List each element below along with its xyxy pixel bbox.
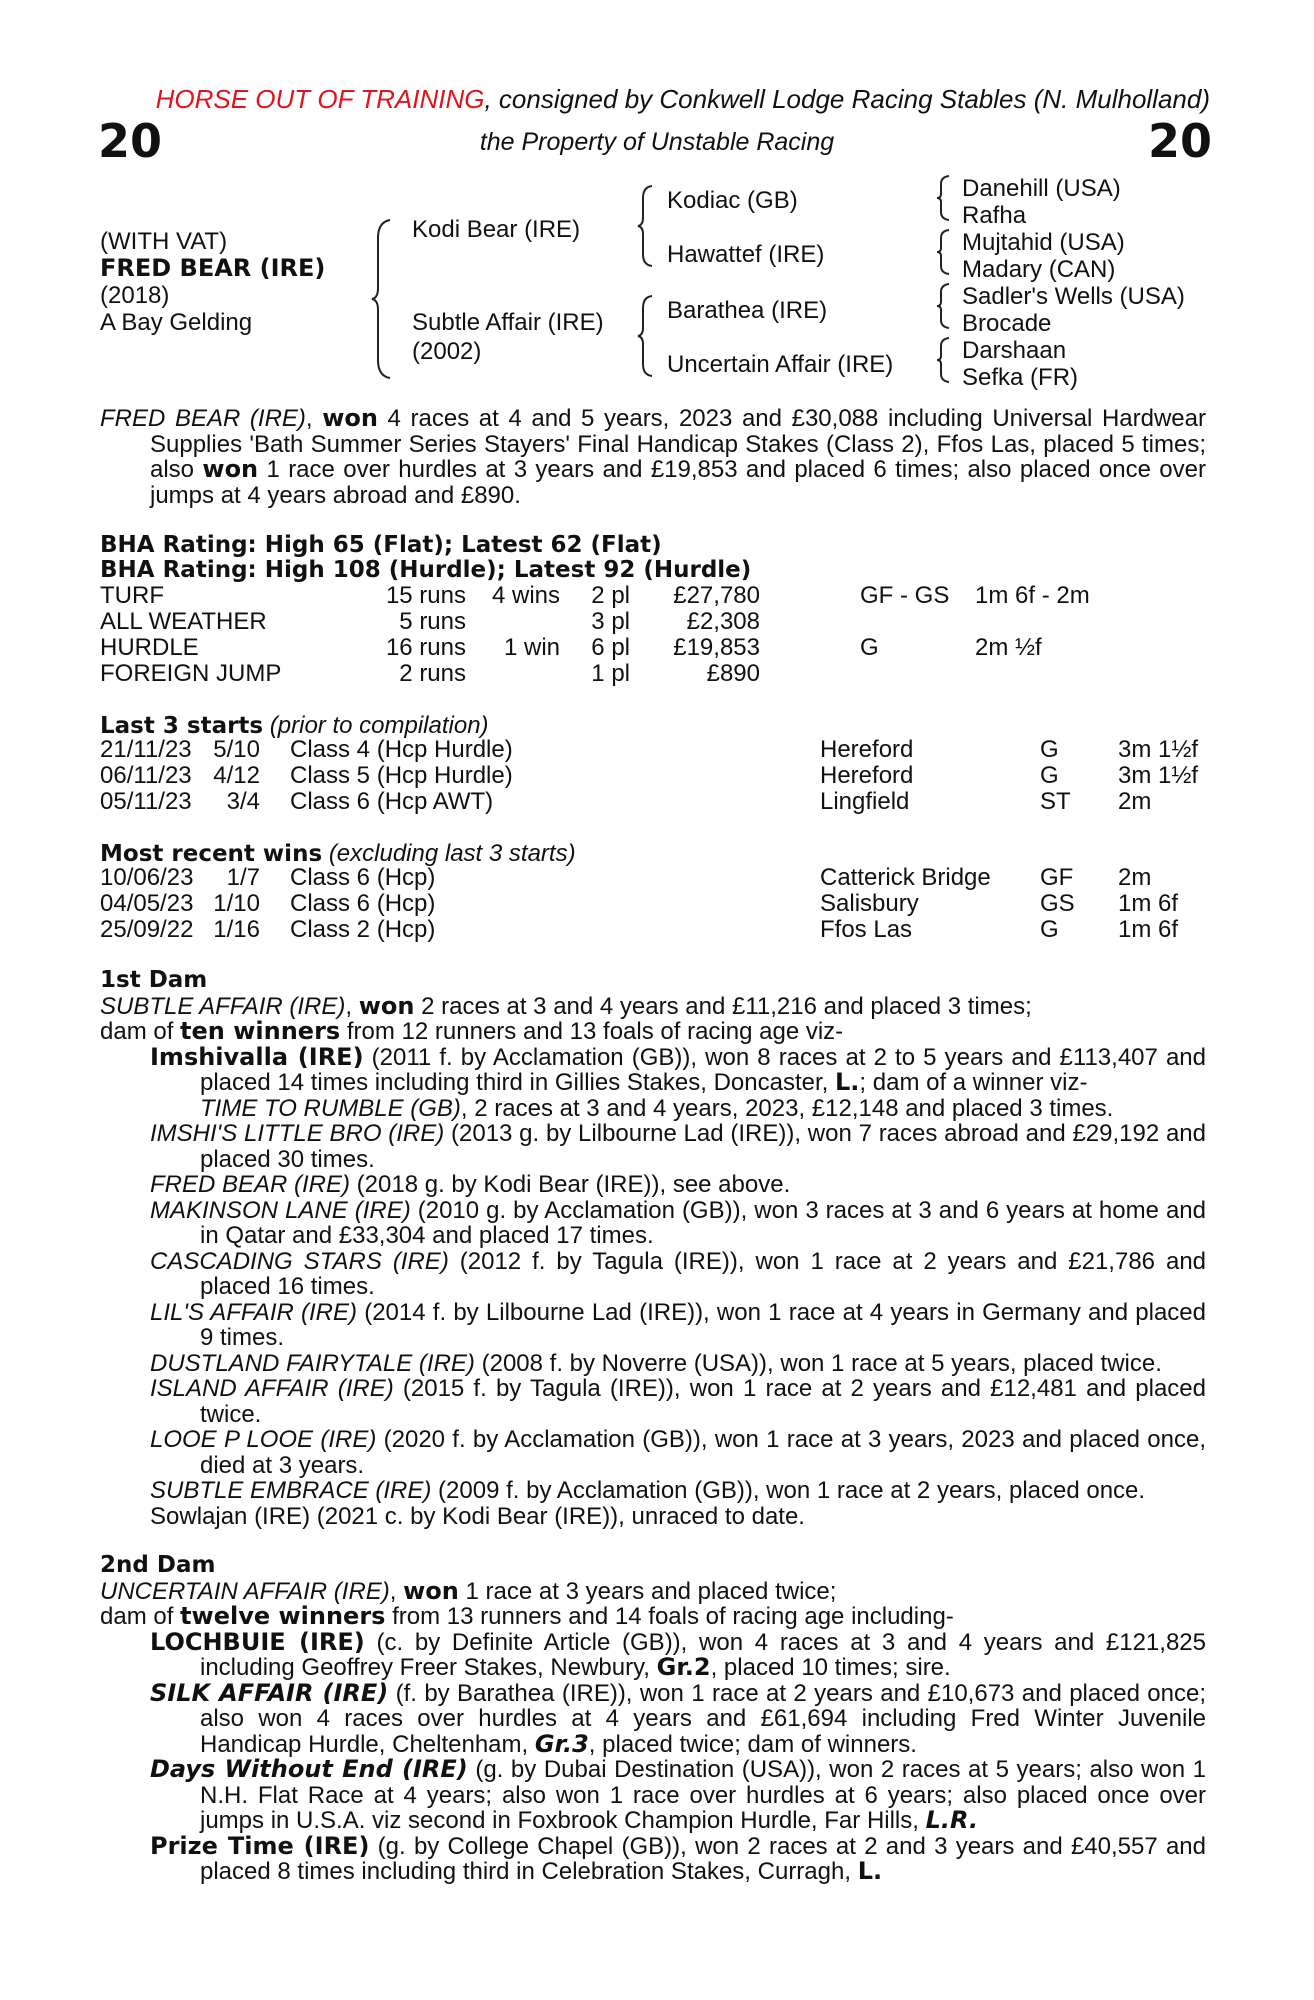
summary-won2: won	[202, 455, 259, 483]
record-prize: £19,853	[673, 634, 760, 661]
first-dam-produce-intro	[100, 1019, 1206, 1045]
second-dam-produce-intro	[100, 1604, 1206, 1630]
record-runs: 15 runs	[385, 582, 466, 609]
form-row	[100, 763, 1210, 789]
pedigree-g7: Darshaan	[962, 337, 1067, 364]
record-wins: 4 wins	[491, 582, 560, 609]
form-cls: Class 2 (Hcp)	[290, 916, 436, 943]
form-row	[100, 737, 1210, 763]
second-dam-text: 1 race at 3 years and placed twice;	[458, 1577, 837, 1605]
record-type: HURDLE	[100, 634, 199, 661]
bha-rating-flat: BHA Rating: High 65 (Flat); Latest 62 (Flat)	[100, 532, 662, 558]
pedigree-dam-sire: Barathea (IRE)	[667, 297, 828, 324]
bha-rating-hurdle: BHA Rating: High 108 (Hurdle); Latest 92 (Hurdle)	[100, 557, 752, 583]
summary-text2: 1 race over hurdles at 3 years and £19,853 and placed 6 times; also placed once over jumps at 4 years abroad and £890.	[150, 456, 1206, 509]
produce-text: , 2 races at 3 and 4 years, 2023, £12,148 and placed 3 times.	[460, 1094, 1114, 1122]
produce-name: LIL'S AFFAIR (IRE)	[150, 1298, 358, 1326]
form-date: 06/11/23	[100, 762, 192, 789]
summary-horse-name: FRED BEAR (IRE)	[100, 405, 306, 432]
produce-text: (2018 g. by Kodi Bear (IRE)), see above.	[350, 1171, 791, 1198]
form-dist: 2m	[1118, 864, 1152, 891]
form-cls: Class 6 (Hcp)	[290, 890, 436, 917]
produce-name: SUBTLE EMBRACE (IRE)	[150, 1477, 432, 1504]
record-type: ALL WEATHER	[100, 608, 267, 635]
second-dam-name: UNCERTAIN AFFAIR (IRE)	[100, 1577, 390, 1605]
last-starts-note: (prior to compilation)	[269, 712, 489, 739]
horse-out-of-training-label: HORSE OUT OF TRAINING	[155, 84, 485, 114]
produce-name: Imshivalla (IRE)	[150, 1042, 364, 1071]
form-dist: 1m 6f	[1118, 916, 1179, 943]
form-dist: 1m 6f	[1118, 890, 1179, 917]
produce-entry	[100, 1198, 1206, 1249]
form-course: Hereford	[820, 762, 914, 789]
record-dist: 1m 6f - 2m	[975, 582, 1090, 609]
form-cls: Class 4 (Hcp Hurdle)	[290, 736, 513, 763]
second-dam-runners: from 13 runners and 14 foals of racing age including-	[385, 1603, 954, 1630]
form-going: GS	[1040, 890, 1075, 917]
form-course: Ffos Las	[820, 916, 913, 943]
form-row	[100, 789, 1210, 815]
form-dist: 2m	[1118, 788, 1152, 815]
first-dam-section	[100, 968, 1206, 1529]
horse-identity	[100, 228, 325, 336]
first-dam-winner-count: ten winners	[180, 1017, 341, 1045]
record-row	[100, 609, 1200, 635]
produce-entry	[100, 1249, 1206, 1300]
form-course: Lingfield	[820, 788, 910, 815]
produce-text: (g. by College Chapel (GB)), won 2 races at 2 and 3 years and £40,557 and placed 8 times including third in Celebration Stakes, Curragh,	[200, 1832, 1207, 1885]
produce-text: (g. by Dubai Destination (USA)), won 2 races at 5 years; also won 1 N.H. Flat Race at 4 years; also won 1 race over hurdles at 6 years; also placed once over jumps in U.S.A. viz second in Foxbrook Champion Hurdle, Far Hills,	[200, 1756, 1206, 1834]
form-going: GF	[1040, 864, 1074, 891]
record-pl: 3 pl	[591, 608, 630, 635]
first-dam-won: won	[358, 991, 415, 1020]
header-consignment	[0, 84, 1210, 115]
recent-wins-title: Most recent wins	[100, 841, 323, 867]
form-going: ST	[1040, 788, 1071, 815]
record-prize: £2,308	[686, 608, 760, 635]
summary-text1: 4 races at 4 and 5 years, 2023 and £30,088 including Universal Hardwear Supplies 'Bath Summer Series Stayers' Final Handicap Stakes (Class 2), Ffos Las, placed 5 times; also	[150, 405, 1206, 483]
form-going: G	[1040, 736, 1059, 763]
pedigree-brace-g2	[935, 228, 953, 276]
produce-name: DUSTLAND FAIRYTALE (IRE)	[150, 1349, 475, 1377]
record-going: GF - GS	[860, 582, 950, 609]
produce-text: (f. by Barathea (IRE)), won 1 race at 2 years and £10,673 and placed once; also won 4 races over hurdles at 4 years and £61,694 including Fred Winter Juvenile Handicap Hurdle, Cheltenham,	[200, 1679, 1207, 1758]
second-dam-winner-count: twelve winners	[180, 1602, 386, 1630]
group-tag: Gr.2	[656, 1653, 711, 1681]
form-cls: Class 6 (Hcp)	[290, 864, 436, 891]
form-going: G	[1040, 916, 1059, 943]
vat-note: (WITH VAT)	[100, 228, 228, 255]
pedigree-dam: Subtle Affair (IRE)	[412, 309, 604, 336]
pedigree-g1: Danehill (USA)	[962, 175, 1121, 202]
record-type: FOREIGN JUMP	[100, 660, 282, 687]
first-dam-summary: SUBTLE AFFAIR (IRE), won 2 races at 3 and 4 years and £11,216 and placed 3 times;	[100, 991, 1032, 1020]
pedigree-brace-dam	[636, 294, 656, 378]
lot-number-right: 20	[1148, 114, 1213, 168]
record-going: G	[860, 634, 879, 661]
record-row	[100, 661, 1200, 687]
first-dam-title: 1st Dam	[100, 967, 208, 993]
pedigree-sire-dam: Hawattef (IRE)	[667, 241, 825, 268]
second-dam-title: 2nd Dam	[100, 1552, 216, 1578]
produce-text: (2012 f. by Tagula (IRE)), won 1 race at 2 years and £21,786 and placed 16 times.	[200, 1247, 1207, 1300]
group-tag: Gr.3	[534, 1729, 589, 1758]
produce-entry	[100, 1478, 1206, 1504]
form-going: G	[1040, 762, 1059, 789]
produce-name: Days Without End (IRE)	[150, 1755, 468, 1783]
summary-won: won	[322, 404, 378, 432]
produce-text: (2014 f. by Lilbourne Lad (IRE)), won 1 race at 4 years in Germany and placed 9 times.	[200, 1298, 1206, 1351]
form-date: 10/06/23	[100, 864, 194, 891]
produce-tail: ; dam of a winner viz-	[859, 1069, 1088, 1096]
listed-tag: L.	[834, 1068, 860, 1096]
produce-entry	[100, 1627, 1206, 1681]
record-dist: 2m ½f	[975, 634, 1042, 661]
pedigree-brace-main	[370, 218, 394, 380]
produce-name: MAKINSON LANE (IRE)	[150, 1196, 411, 1224]
produce-name: IMSHI'S LITTLE BRO (IRE)	[150, 1120, 445, 1147]
recent-wins-note: (excluding last 3 starts)	[328, 840, 576, 867]
listed-tag: L.	[857, 1857, 883, 1885]
produce-text: (2013 g. by Lilbourne Lad (IRE)), won 7 races abroad and £29,192 and placed 30 times.	[200, 1120, 1207, 1173]
produce-text: (2008 f. by Noverre (USA)), won 1 race at 5 years, placed twice.	[474, 1349, 1162, 1377]
pedigree-g2: Rafha	[962, 202, 1027, 229]
record-prize: £890	[706, 660, 760, 687]
produce-name: LOOE P LOOE (IRE)	[150, 1426, 377, 1453]
pedigree-g3: Mujtahid (USA)	[962, 229, 1125, 256]
form-pos: 3/4	[226, 788, 260, 815]
first-dam-runners: from 12 runners and 13 foals of racing age viz-	[340, 1018, 844, 1045]
form-date: 04/05/23	[100, 890, 194, 917]
form-dist: 3m 1½f	[1118, 736, 1199, 763]
first-dam-text: 2 races at 3 and 4 years and £11,216 and placed 3 times;	[414, 992, 1032, 1020]
record-wins: 1 win	[503, 634, 560, 661]
produce-name: FRED BEAR (IRE)	[150, 1171, 351, 1198]
record-pl: 2 pl	[591, 582, 630, 609]
produce-entry	[100, 1757, 1206, 1834]
produce-tail: , placed twice; dam of winners.	[588, 1730, 917, 1758]
produce-entry	[100, 1831, 1207, 1885]
produce-entry	[100, 1427, 1206, 1478]
form-date: 05/11/23	[100, 788, 192, 815]
record-row	[100, 583, 1200, 609]
produce-entry	[100, 1678, 1207, 1758]
form-course: Salisbury	[820, 890, 919, 917]
produce-entry	[100, 1300, 1206, 1351]
form-row	[100, 865, 1210, 891]
record-type: TURF	[100, 582, 164, 609]
produce-name: ISLAND AFFAIR (IRE)	[150, 1375, 394, 1402]
second-dam-dam-of: dam of	[100, 1603, 181, 1630]
second-dam-won: won	[403, 1576, 459, 1605]
produce-sub-entry	[100, 1096, 1206, 1122]
first-dam-dam-of: dam of	[100, 1018, 181, 1045]
consignor-text: , consigned by Conkwell Lodge Racing Stables (N. Mulholland)	[484, 84, 1210, 114]
produce-text: (2020 f. by Acclamation (GB)), won 1 race at 3 years, 2023 and placed once, died at 3 years.	[200, 1426, 1207, 1479]
form-pos: 5/10	[213, 736, 260, 763]
pedigree-g5: Sadler's Wells (USA)	[962, 283, 1185, 310]
race-summary: FRED BEAR (IRE), won 4 races at 4 and 5 years, 2023 and £30,088 including Universal Hardwear Supplies 'Bath Summer Series Stayers' Final Handicap Stakes (Class 2), Ffos Las, placed 5 times; also won 1 race over hurdles at 3 years and £19,853 and placed 6 times; also placed once over jumps at 4 years abroad and £890.	[100, 404, 1206, 509]
form-pos: 4/12	[213, 762, 260, 789]
first-dam-name: SUBTLE AFFAIR (IRE)	[100, 992, 346, 1020]
group-tag: L.R.	[925, 1806, 979, 1834]
produce-text: (2009 f. by Acclamation (GB)), won 1 race at 2 years, placed once.	[431, 1477, 1146, 1504]
produce-text: (c. by Definite Article (GB)), won 4 races at 3 and 4 years and £121,825 including Geoffrey Freer Stakes, Newbury,	[200, 1628, 1206, 1681]
foaling-year: (2018)	[100, 282, 170, 309]
produce-name: CASCADING STARS (IRE)	[150, 1247, 449, 1275]
form-pos: 1/16	[213, 916, 260, 943]
form-date: 25/09/22	[100, 916, 194, 943]
record-pl: 6 pl	[591, 634, 630, 661]
produce-text: Sowlajan (IRE) (2021 c. by Kodi Bear (IRE)), unraced to date.	[150, 1502, 805, 1530]
pedigree-brace-g4	[935, 336, 953, 384]
produce-tail: , placed 10 times; sire.	[710, 1654, 951, 1681]
second-dam-summary: UNCERTAIN AFFAIR (IRE), won 1 race at 3 years and placed twice;	[100, 1576, 837, 1605]
produce-entry	[100, 1121, 1206, 1172]
produce-text: (2015 f. by Tagula (IRE)), won 1 race at 2 years and £12,481 and placed twice.	[200, 1375, 1207, 1428]
record-row	[100, 635, 1200, 661]
form-row	[100, 917, 1210, 943]
produce-text: (2010 g. by Acclamation (GB)), won 3 races at 3 and 6 years at home and in Qatar and £33,304 and placed 17 times.	[200, 1196, 1206, 1249]
pedigree-dam-dam: Uncertain Affair (IRE)	[667, 351, 894, 378]
lot-number-left: 20	[98, 114, 163, 168]
horse-name: FRED BEAR (IRE)	[100, 254, 326, 282]
property-line: the Property of Unstable Racing	[479, 128, 835, 156]
pedigree-brace-sire	[636, 184, 656, 268]
form-row	[100, 891, 1210, 917]
record-runs: 5 runs	[399, 608, 466, 635]
form-course: Catterick Bridge	[820, 864, 991, 891]
record-runs: 2 runs	[399, 660, 466, 687]
record-runs: 16 runs	[385, 634, 466, 661]
produce-entry	[100, 1504, 1206, 1530]
pedigree-g8: Sefka (FR)	[962, 364, 1079, 391]
second-dam-section	[100, 1553, 1206, 1885]
form-course: Hereford	[820, 736, 914, 763]
pedigree-brace-g1	[935, 174, 953, 222]
produce-name: TIME TO RUMBLE (GB)	[200, 1094, 461, 1122]
form-pos: 1/10	[213, 890, 260, 917]
produce-entry	[100, 1376, 1206, 1427]
pedigree-g4: Madary (CAN)	[962, 256, 1116, 283]
record-prize: £27,780	[673, 582, 760, 609]
produce-entry	[100, 1172, 1206, 1198]
form-pos: 1/7	[226, 864, 260, 891]
horse-description: A Bay Gelding	[100, 309, 253, 336]
produce-text: (2011 f. by Acclamation (GB)), won 8 races at 2 to 5 years and £113,407 and placed 14 times including third in Gillies Stakes, Doncaster,	[200, 1043, 1207, 1096]
pedigree-g6: Brocade	[962, 310, 1052, 337]
last-starts-title: Last 3 starts	[100, 713, 264, 739]
record-pl: 1 pl	[591, 660, 630, 687]
pedigree-sire: Kodi Bear (IRE)	[412, 216, 581, 243]
produce-name: Prize Time (IRE)	[150, 1831, 370, 1860]
form-dist: 3m 1½f	[1118, 762, 1199, 789]
form-cls: Class 5 (Hcp Hurdle)	[290, 762, 513, 789]
produce-entry	[100, 1042, 1207, 1096]
produce-name: LOCHBUIE (IRE)	[150, 1627, 365, 1656]
produce-entry	[100, 1351, 1206, 1377]
pedigree-brace-g3	[935, 282, 953, 330]
pedigree-dam-year: (2002)	[412, 338, 482, 365]
produce-name: SILK AFFAIR (IRE)	[150, 1678, 389, 1707]
pedigree-sire-sire: Kodiac (GB)	[667, 187, 798, 214]
form-cls: Class 6 (Hcp AWT)	[290, 788, 494, 815]
form-date: 21/11/23	[100, 736, 192, 763]
